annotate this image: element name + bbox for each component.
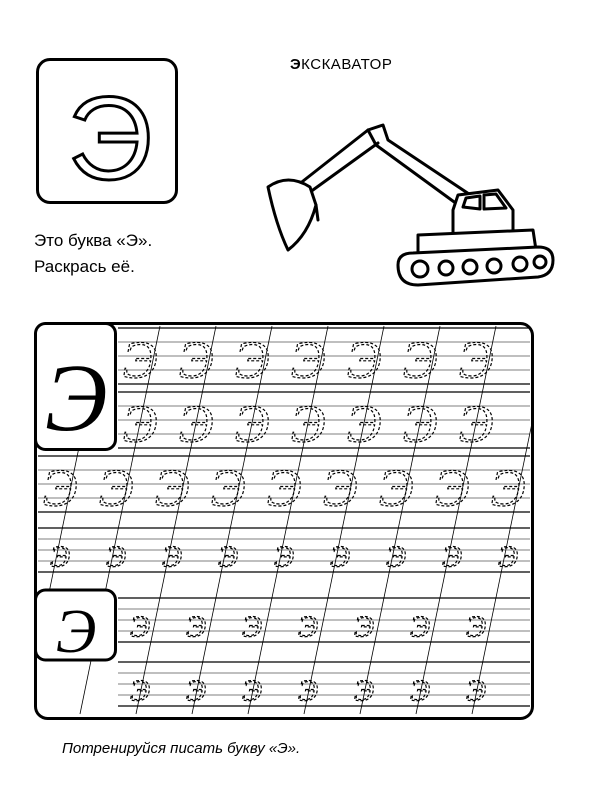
sample-letter-large: Э bbox=[44, 344, 108, 451]
footer-instruction: Потренируйся писать букву «Э». bbox=[62, 740, 301, 757]
trace-letter: Э bbox=[458, 394, 494, 454]
trace-letter: Э bbox=[353, 609, 375, 644]
trace-letter: Э bbox=[353, 673, 375, 708]
word-first-letter: Э bbox=[290, 56, 302, 73]
trace-letter: Э bbox=[346, 394, 382, 454]
trace-letter: Э bbox=[490, 458, 526, 518]
trace-letter: Э bbox=[497, 539, 519, 574]
trace-letter: Э bbox=[409, 609, 431, 644]
word-rest: КСКАВАТОР bbox=[301, 56, 393, 73]
trace-letter: Э bbox=[273, 539, 295, 574]
trace-letter: Э bbox=[402, 330, 438, 390]
excavator-illustration bbox=[258, 95, 558, 300]
instruction-line-1: Это буква «Э». bbox=[34, 231, 153, 250]
trace-letter: Э bbox=[234, 330, 270, 390]
trace-letter: Э bbox=[441, 539, 463, 574]
trace-letter: Э bbox=[217, 539, 239, 574]
trace-letter: Э bbox=[290, 394, 326, 454]
trace-letter: Э bbox=[458, 330, 494, 390]
excavator-icon bbox=[258, 95, 558, 295]
trace-letter: Э bbox=[297, 673, 319, 708]
trace-letter: Э bbox=[178, 394, 214, 454]
outlined-letter-glyph: Э bbox=[67, 73, 153, 205]
trace-letter: Э bbox=[234, 394, 270, 454]
trace-letter: Э bbox=[241, 609, 263, 644]
trace-letter: Э bbox=[129, 673, 151, 708]
coloring-letter-box bbox=[36, 58, 178, 204]
trace-letter: Э bbox=[465, 673, 487, 708]
instruction-text bbox=[34, 228, 152, 280]
trace-letter: Э bbox=[322, 458, 358, 518]
trace-letter: Э bbox=[105, 539, 127, 574]
trace-letter: Э bbox=[378, 458, 414, 518]
trace-letter: Э bbox=[185, 609, 207, 644]
trace-letter: Э bbox=[161, 539, 183, 574]
trace-letter: Э bbox=[241, 673, 263, 708]
instruction-line-2: Раскрась её. bbox=[34, 257, 135, 276]
trace-letter: Э bbox=[402, 394, 438, 454]
trace-letter: Э bbox=[178, 330, 214, 390]
trace-letter: Э bbox=[185, 673, 207, 708]
trace-letter: Э bbox=[42, 458, 78, 518]
trace-letter: Э bbox=[385, 539, 407, 574]
trace-letter: Э bbox=[266, 458, 302, 518]
trace-letter: Э bbox=[129, 609, 151, 644]
sample-letter-small: Э bbox=[55, 598, 97, 666]
practice-lines bbox=[34, 322, 534, 722]
word-caption bbox=[290, 56, 392, 73]
trace-letter: Э bbox=[346, 330, 382, 390]
trace-letter: Э bbox=[49, 539, 71, 574]
trace-letter: Э bbox=[409, 673, 431, 708]
trace-letter: Э bbox=[434, 458, 470, 518]
trace-letter: Э bbox=[465, 609, 487, 644]
trace-letter: Э bbox=[297, 609, 319, 644]
practice-grid bbox=[34, 322, 534, 722]
trace-letter: Э bbox=[154, 458, 190, 518]
trace-letter: Э bbox=[329, 539, 351, 574]
trace-letter: Э bbox=[290, 330, 326, 390]
trace-letter: Э bbox=[122, 394, 158, 454]
trace-letter: Э bbox=[210, 458, 246, 518]
trace-letter: Э bbox=[98, 458, 134, 518]
trace-letter: Э bbox=[122, 330, 158, 390]
outlined-letter-e bbox=[39, 61, 181, 207]
